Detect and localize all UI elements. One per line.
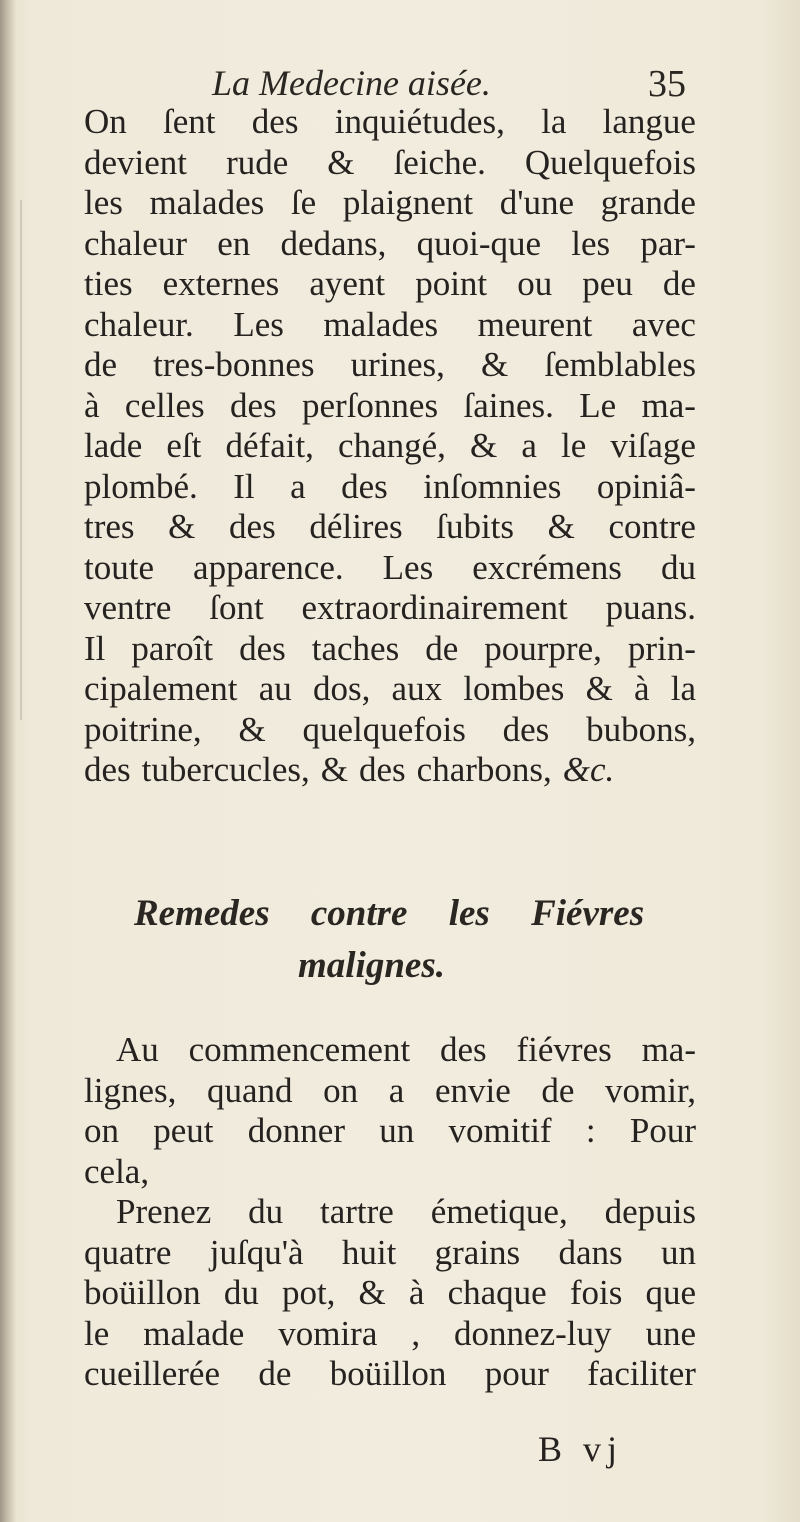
word: & [358,1273,386,1312]
word: & [238,709,266,749]
text-line [84,1354,696,1395]
word: de [541,1070,575,1110]
word: perſonnes [302,385,439,425]
word: lade [84,426,143,465]
text-line [84,507,696,548]
word: ſemblables [544,345,696,384]
word: une [645,1313,696,1353]
word: , [411,1313,421,1353]
text-line [84,1233,696,1274]
word: pot, [281,1273,336,1312]
word: juſqu'à [209,1232,304,1272]
word: chaque [447,1273,547,1312]
word: donnez-luy [454,1313,612,1353]
word: eſt [166,426,202,465]
word: vomir, [605,1070,696,1110]
word: quoi-que [416,223,542,263]
word: des [359,750,406,789]
word: grande [600,183,696,222]
word: urines, [350,345,445,384]
word: malades [149,183,265,222]
word: inſomnies [423,466,562,506]
word: des [440,1030,487,1069]
text-line [84,224,696,265]
text-line [84,1273,696,1314]
word: On [84,102,127,141]
word: externes [162,264,280,303]
word: Les [382,547,434,587]
word: ſeiche. [393,142,486,182]
word: défait, [225,426,314,465]
text-line [84,629,696,670]
word: & [547,507,575,546]
word: la [670,669,696,708]
word: vomitif [448,1111,552,1150]
text-line [84,264,696,305]
word: un [379,1111,415,1150]
word: au [258,669,292,708]
word: lignes, [84,1070,177,1110]
word: bubons, [586,709,696,749]
word: malade [143,1313,245,1353]
word: le [561,426,587,465]
word: point [415,264,488,303]
word: du [248,1192,284,1231]
text-line [84,426,696,467]
paragraph-symptoms [84,102,696,791]
word: cueillerée [84,1354,221,1393]
word: boüillon [329,1354,447,1393]
word: des [251,102,299,141]
section-heading-line-2: malignes. [298,945,445,986]
word: opiniâ- [596,466,696,506]
word: ou [517,264,553,303]
word: & [168,507,196,546]
word: rude [226,142,289,182]
text-line [84,102,696,143]
word: Le [579,385,617,425]
word: inquiétudes, [334,102,505,141]
word: que [645,1273,696,1312]
word: des [239,628,286,668]
word: Au [116,1030,159,1069]
word: charbons, [416,750,552,789]
word: & [470,426,498,465]
word: dedans, [280,223,387,263]
running-head: La Medecine aisée. [212,63,491,103]
word: & [320,750,349,789]
word: a [290,466,306,506]
word: plaignent [342,183,474,222]
word: les [571,223,611,263]
word: dans [558,1232,623,1272]
word: langue [602,102,696,141]
text-line [84,1314,696,1355]
word: cipalement [84,669,238,708]
word: prin- [627,628,696,668]
word: chaleur. [84,304,194,344]
word: du [660,547,696,587]
text-line [84,1030,696,1071]
word: ventre [84,588,172,627]
word: malades [323,304,439,344]
word: depuis [604,1192,696,1231]
word: puans. [605,588,696,627]
word: avec [631,304,696,344]
word: Il [84,628,106,668]
word: lombes [463,669,565,708]
word: des [341,466,388,506]
word: excrémens [472,547,622,587]
word: des [84,750,131,789]
word: meurent [477,304,593,344]
text-line [84,345,696,386]
text-line [84,1152,696,1193]
word: taches [311,628,400,668]
word: changé, [338,426,446,465]
section-heading [120,888,680,992]
word: fiévres [516,1030,612,1069]
word: peu [582,264,633,303]
word: peut [153,1111,214,1150]
text-line [84,1111,696,1152]
word: des [229,507,276,546]
word: & [585,669,613,708]
et-cetera: &c. [562,750,615,789]
word: ma- [641,1030,696,1069]
word: de [662,264,696,303]
word: ties [84,264,133,303]
word: ſont [209,588,264,627]
paragraph-remedies [84,1030,696,1395]
word: celles [124,385,205,425]
word: : [585,1111,596,1150]
word: à [408,1273,425,1312]
text-line [84,1192,696,1233]
word: de [425,628,459,668]
word: délires [309,507,403,546]
word: grains [434,1232,521,1272]
word: a [521,426,537,465]
word: à [633,669,650,708]
word: commencement [188,1030,411,1069]
word: Prenez [116,1192,212,1231]
word: fois [569,1273,623,1312]
word: pour [484,1354,549,1393]
word: cela, [84,1151,150,1191]
word: de [84,345,118,384]
text-line [84,710,696,751]
word: plombé. [84,466,198,506]
word: extraordinairement [301,588,568,627]
word: toute [84,547,154,587]
word: Les [233,304,284,344]
word: tubercucles, [141,750,310,789]
word: de [258,1354,292,1393]
word: ſubits [436,507,515,546]
word: apparence. [193,547,344,587]
word: & [481,345,509,384]
text-line [84,669,696,710]
text-line [84,467,696,508]
word: Quelquefois [524,142,696,182]
word: Il [233,466,255,506]
word: tartre [319,1192,394,1231]
word: tres-bonnes [153,345,315,384]
word: chaleur [84,223,187,263]
word: des [229,385,277,425]
word: des [502,709,550,749]
word: quelquefois [302,709,466,749]
page-fold-mark [20,200,22,720]
word: ayent [309,264,386,303]
word: pourpre, [484,628,602,668]
word: faciliter [587,1354,696,1393]
text-line [84,386,696,427]
word: paroît [131,628,214,668]
page-gutter-shadow [0,0,16,1522]
word: & [327,142,355,182]
word: la [541,102,567,141]
word: devient [84,142,188,182]
word: quand [206,1070,293,1110]
word: huit [341,1232,397,1272]
word: quatre [84,1232,172,1272]
text-line [84,548,696,589]
word: on [323,1070,359,1110]
word: ma- [641,385,696,425]
word: poitrine, [84,709,202,749]
word: le [84,1313,110,1353]
page-number: 35 [648,63,686,105]
word: ſe [290,183,317,222]
word: donner [247,1111,345,1150]
word: viſage [610,426,696,465]
word: à [84,385,100,425]
word: du [223,1273,259,1312]
word: les [84,183,123,222]
word: un [660,1232,696,1272]
word: on [84,1111,119,1150]
word: aux [391,669,443,708]
text-line [84,143,696,184]
word: ſent [163,102,216,141]
word: tres [84,507,135,546]
word: contre [608,507,696,546]
word: a [388,1070,405,1110]
text-line [84,1071,696,1112]
text-line [84,305,696,346]
word: Pour [629,1111,696,1150]
text-line [84,588,696,629]
word: dos, [312,669,371,708]
word: émetique, [430,1192,568,1231]
word: par- [640,223,696,263]
text-line [84,183,696,224]
section-heading-line-1: Remedes contre les Fiévres [134,893,645,934]
word: d'une [499,183,575,222]
text-line [84,750,696,791]
word: vomira [278,1313,378,1353]
catchword-signature: B vj [538,1429,624,1469]
word: boüillon [84,1273,201,1312]
word: ſaines. [463,385,554,425]
word: envie [434,1070,511,1110]
word: en [217,223,251,263]
